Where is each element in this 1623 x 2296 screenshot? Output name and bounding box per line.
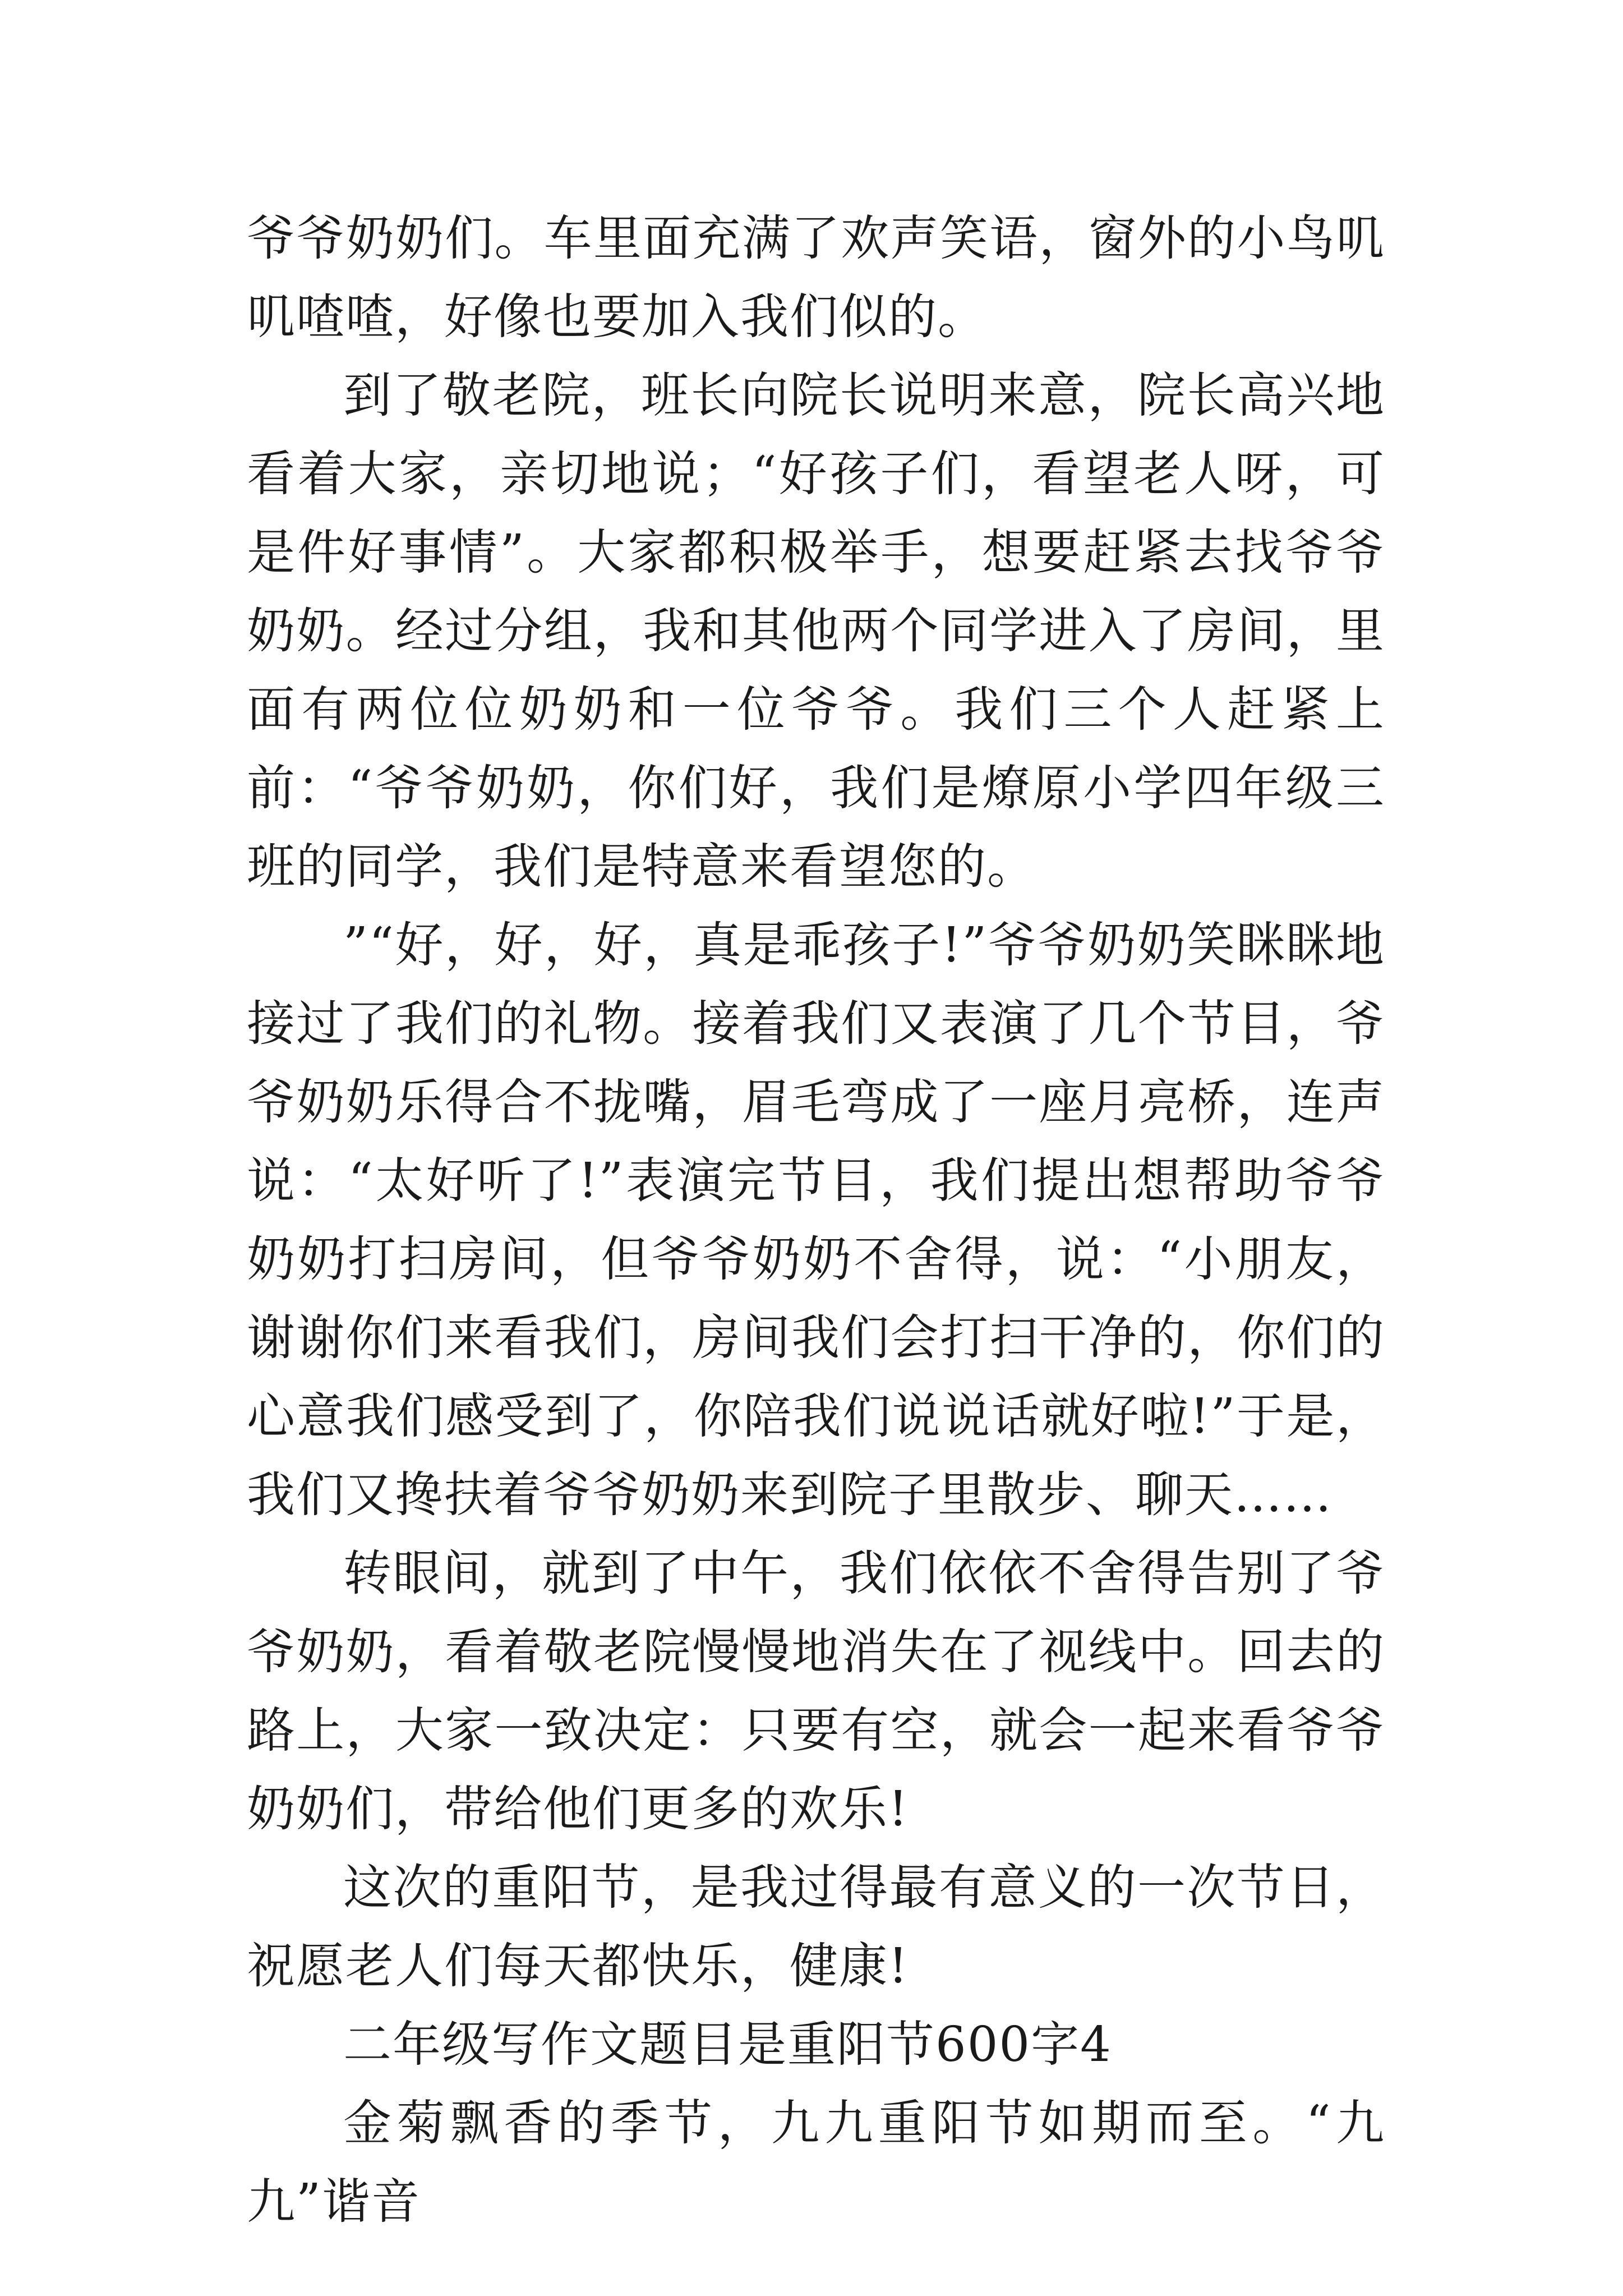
document-page [247, 199, 1385, 2241]
paragraph-5: 这次的重阳节，是我过得最有意义的一次节日，祝愿老人们每天都快乐，健康! [247, 1860, 1385, 1994]
paragraph-4: 转眼间，就到了中午，我们依依不舍得告别了爷爷奶奶，看着敬老院慢慢地消失在了视线中。回去的路上，大家一致决定：只要有空，就会一起来看爷爷奶奶们，带给他们更多的欢乐! [247, 1545, 1385, 1837]
section-heading: 二年级写作文题目是重阳节600字4 [343, 2017, 1112, 2073]
paragraph-3: ”“好，好，好，真是乖孩子!”爷爷奶奶笑眯眯地接过了我们的礼物。接着我们又表演了几个节目，爷爷奶奶乐得合不拢嘴，眉毛弯成了一座月亮桥，连声说：“太好听了!”表演完节目，我们提出想帮助爷爷奶奶打扫房间，但爷爷奶奶不舍得，说：“小朋友，谢谢你们来看我们，房间我们会打扫干净的，你们的心意我们感受到了，你陪我们说说话就好啦!”于是，我们又搀扶着爷爷奶奶来到院子里散步、聊天…… [247, 917, 1385, 1523]
paragraph-6: 金菊飘香的季节，九九重阳节如期而至。“九九”谐音 [247, 2095, 1385, 2230]
paragraph-2: 到了敬老院，班长向院长说明来意，院长高兴地看着大家，亲切地说；“好孩子们，看望老人呀，可是件好事情”。大家都积极举手，想要赶紧去找爷爷奶奶。经过分组，我和其他两个同学进入了房间，里面有两位位奶奶和一位爷爷。我们三个人赶紧上前：“爷爷奶奶，你们好，我们是燎原小学四年级三班的同学，我们是特意来看望您的。 [247, 367, 1385, 895]
paragraph-1: 爷爷奶奶们。车里面充满了欢声笑语，窗外的小鸟叽叽喳喳，好像也要加入我们似的。 [247, 210, 1385, 345]
